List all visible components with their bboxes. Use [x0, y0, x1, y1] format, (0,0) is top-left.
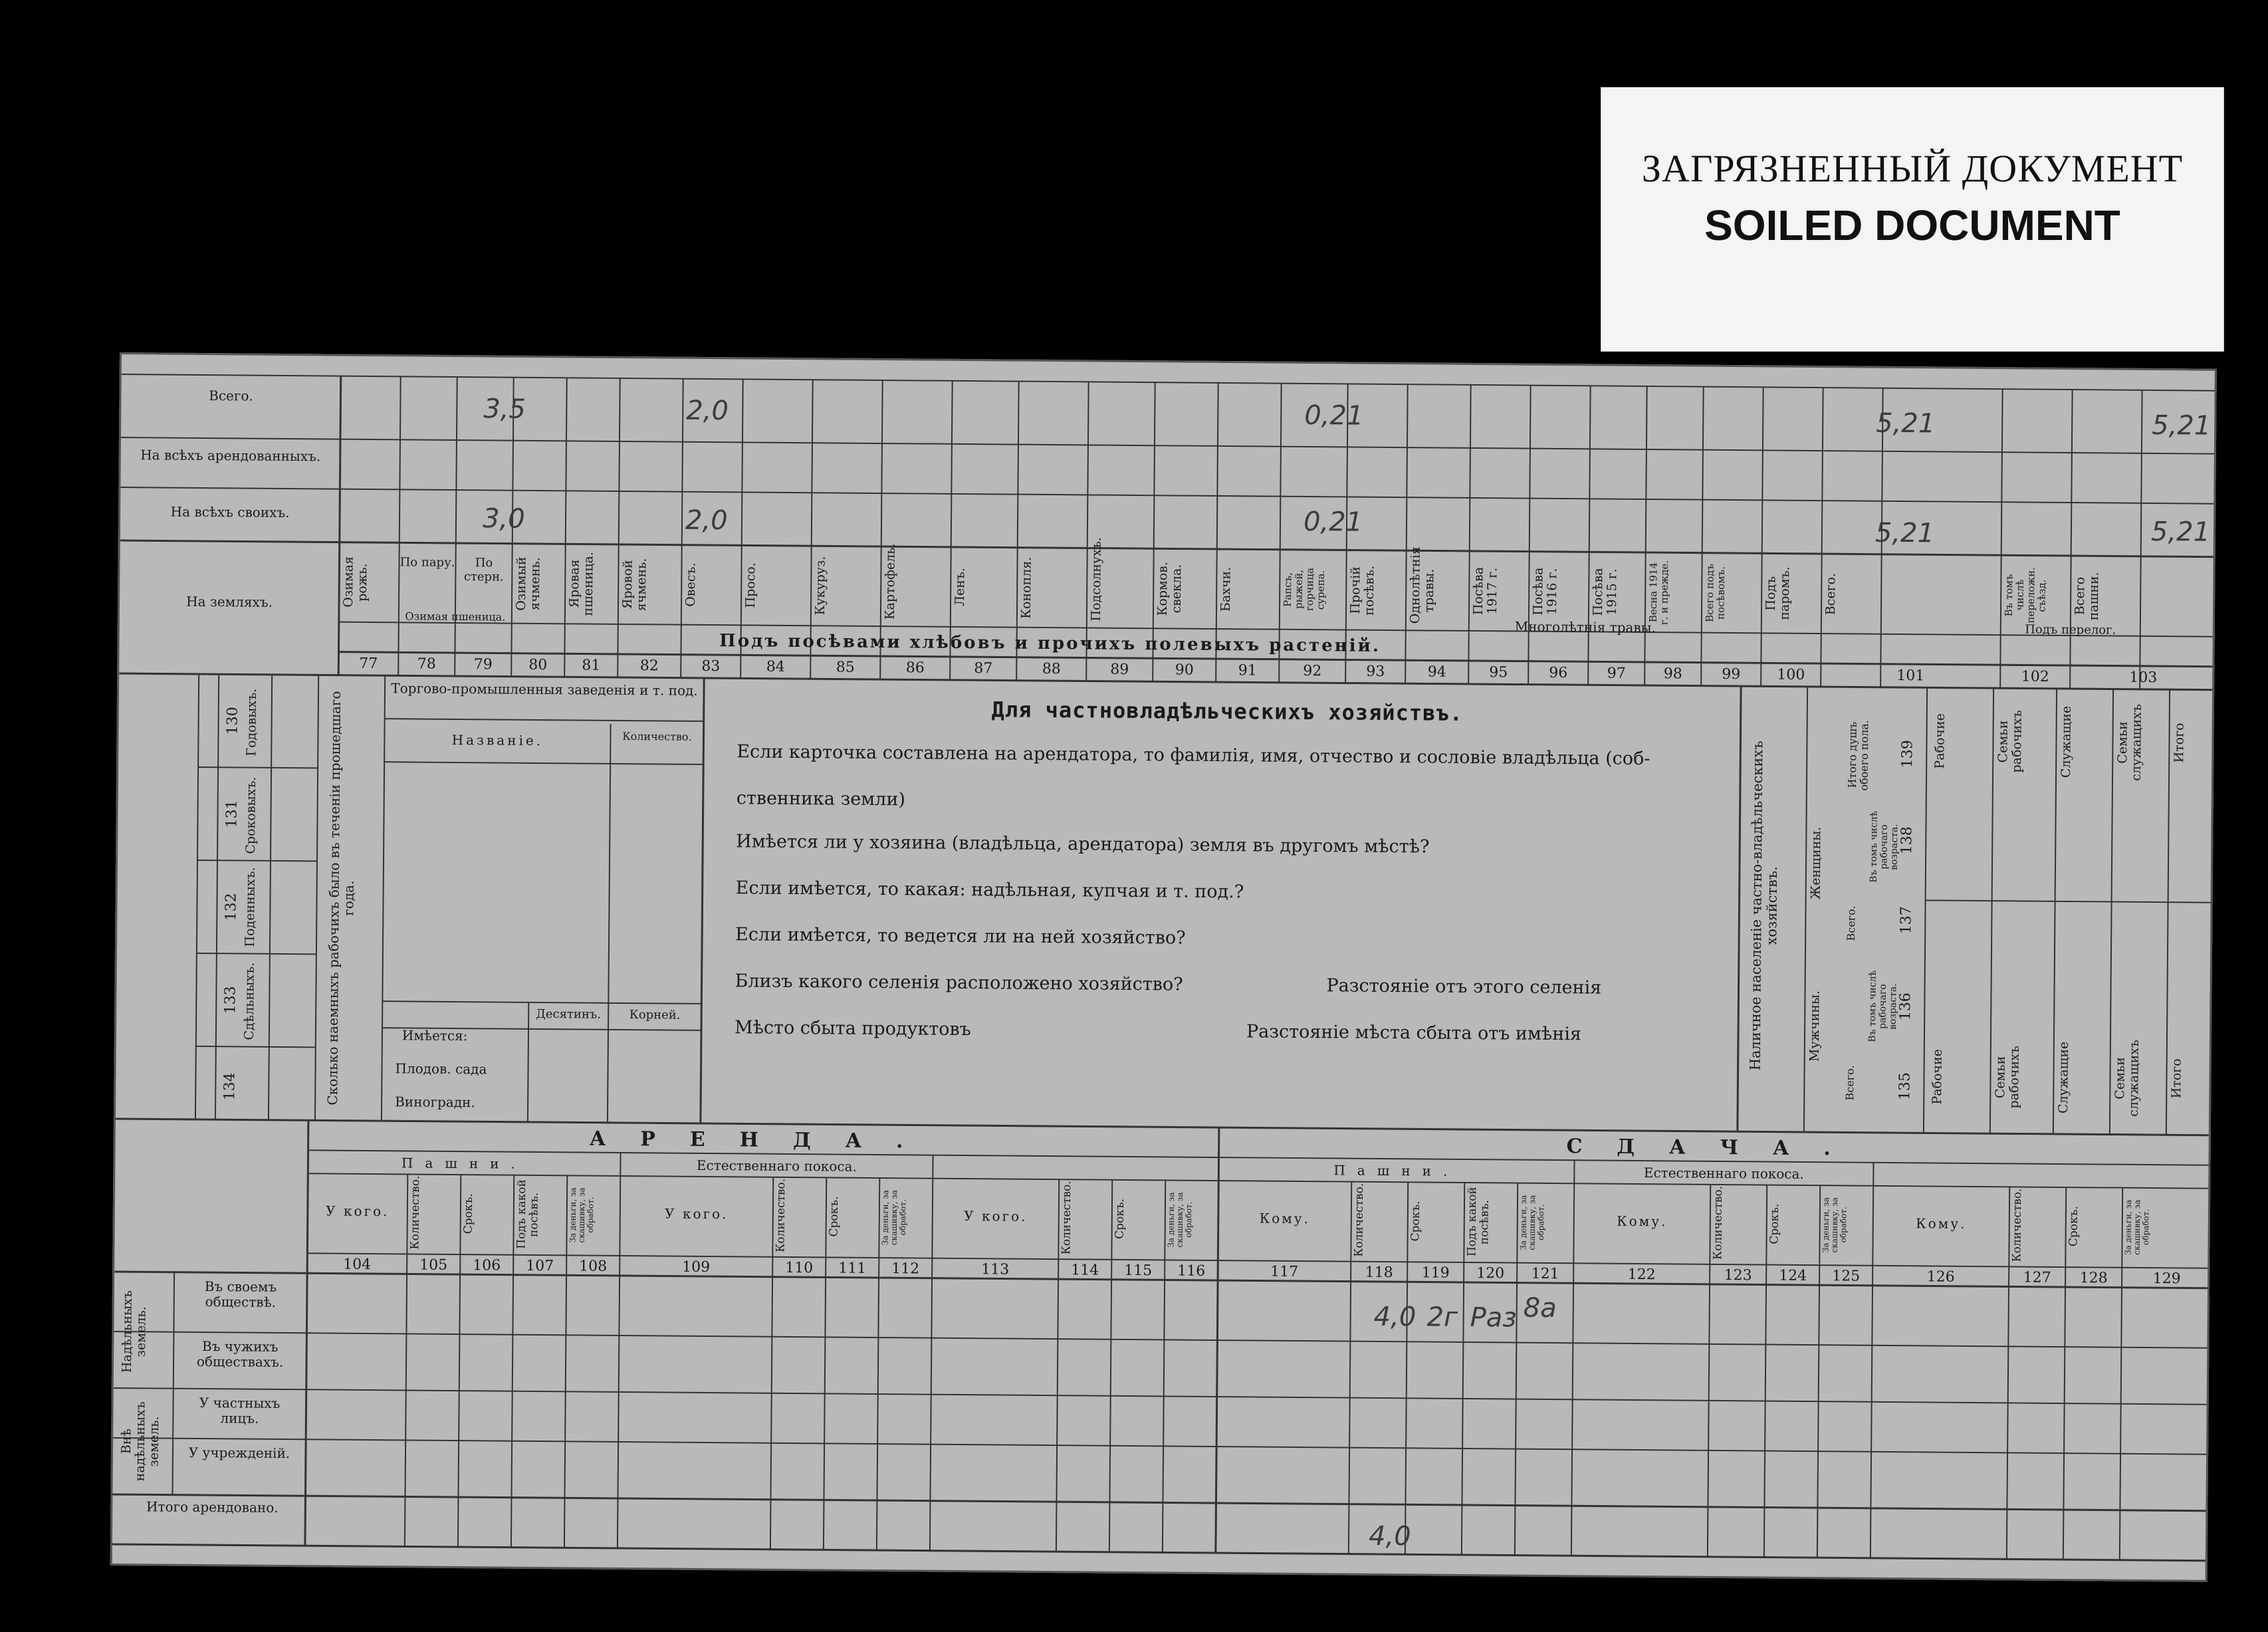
private-farms-box [707, 681, 1744, 1098]
crop-col-num-90: 90 [1175, 661, 1194, 679]
bottom-col-label-125: За деньги, за скашивку, за обработ. [1821, 1197, 1849, 1252]
pop-num-136: 136 [1897, 992, 1914, 1021]
crop-col-label-97: Посѣва 1915 г. [1590, 568, 1620, 616]
dessiatin-header: Десятинъ. [536, 1006, 602, 1022]
arenda-pokos: Естественнаго покоса. [696, 1157, 857, 1175]
crop-col-num-85: 85 [836, 659, 855, 676]
worker-num-130: 130 [224, 707, 241, 735]
row-leased-label: На всѣхъ арендованныхъ. [140, 447, 321, 465]
crop-col-label-100: Подъ паромъ. [1763, 566, 1793, 621]
has-label: Имѣется: [401, 1027, 468, 1044]
stamp-english: SOILED DOCUMENT [1704, 201, 2120, 249]
crop-col-label-94: Однолѣтнія травы. [1407, 546, 1437, 624]
bottom-col-label-109: У кого. [665, 1205, 729, 1223]
hw-total-82: 2,0 [686, 395, 729, 427]
women-label: Женщины. [1808, 826, 1824, 899]
row-institutions: У учрежденій. [188, 1444, 290, 1462]
bottom-col-label-104: У кого. [326, 1203, 390, 1220]
orchards-label: Плодов. сада [395, 1060, 487, 1078]
cat-employee-families-bottom: Семьи служащихъ [2112, 1039, 2142, 1117]
question-village-distance: Разстояніе отъ этого селенія [1326, 975, 1602, 998]
crop-col-label-95: Посѣва 1917 г. [1470, 566, 1500, 616]
crop-col-num-102: 102 [2021, 668, 2049, 685]
arenda-pashni: Пашни. [401, 1155, 528, 1172]
crop-col-num-98: 98 [1663, 665, 1682, 683]
bottom-col-num-116: 116 [1177, 1262, 1206, 1280]
crop-col-label-77: Озимая рожь. [340, 556, 370, 608]
bottom-col-label-108: За деньги, за скашивку, за обработ. [568, 1187, 596, 1243]
bottom-col-label-121: За деньги, за скашивку, за обработ. [1518, 1195, 1546, 1250]
crop-col-num-93: 93 [1366, 663, 1385, 680]
cat-worker-families-top: Семьи рабочихъ [1995, 710, 2025, 773]
bottom-col-label-122: Кому. [1617, 1213, 1668, 1230]
census-form-sheet [110, 352, 2217, 1582]
hw-own-103: 5,21 [2150, 517, 2211, 548]
bottom-col-label-120: Подъ какой посѣвъ. [1465, 1187, 1492, 1257]
stamp-russian: ЗАГРЯЗНЕННЫЙ ДОКУМЕНТ [1641, 147, 2184, 190]
bottom-col-label-115: Срокъ. [1113, 1199, 1127, 1240]
question-other-land: Имѣется ли у хозяина (владѣльца, арендатора) земля въ другомъ мѣстѣ? [736, 831, 1430, 858]
crop-col-num-86: 86 [905, 659, 925, 677]
worker-num-133: 133 [222, 986, 239, 1014]
crop-col-label-90: Кормов. свекла. [1155, 561, 1185, 616]
bottom-col-num-120: 120 [1476, 1265, 1505, 1282]
trade-title: Торгово-промышленныя заведенія и т. под. [391, 680, 698, 699]
hw-total-103: 5,21 [2152, 410, 2211, 441]
total-both-sexes: Итого душъ обоего пола. [1845, 719, 1871, 791]
row-lands-label: На земляхъ. [186, 593, 273, 610]
bottom-col-num-117: 117 [1270, 1263, 1299, 1280]
bottom-col-num-104: 104 [343, 1256, 372, 1274]
crop-col-num-83: 83 [701, 657, 721, 675]
crop-col-num-77: 77 [359, 655, 378, 673]
bottom-col-num-106: 106 [473, 1257, 501, 1274]
crop-col-label-85: Кукуруз. [812, 556, 828, 616]
hw-own-91: 0,21 [1303, 506, 1363, 538]
bottom-col-label-107: Подъ какой посѣвъ. [514, 1179, 541, 1250]
crop-col-num-89: 89 [1110, 661, 1129, 678]
winter-wheat-group: Озимая пшеница. [405, 610, 506, 624]
vineyards-label: Виноградн. [395, 1094, 475, 1111]
row-own-society: Въ своемъ обществѣ. [204, 1278, 277, 1310]
question-village: Близъ какого селенія расположено хозяйство? [735, 971, 1183, 995]
crop-col-num-94: 94 [1427, 663, 1446, 681]
question-market: Мѣсто сбыта продуктовъ [734, 1017, 971, 1040]
bottom-col-label-105: Количество. [408, 1175, 423, 1250]
hw-own-77: 3,0 [482, 503, 525, 534]
bottom-col-num-111: 111 [838, 1260, 867, 1277]
crop-col-label-102: Въ томъ числѣ переложн. съѣзд. [2002, 567, 2048, 624]
hw-total-99: 5,21 [1876, 408, 1936, 439]
trade-qty-header: Количество. [622, 729, 692, 743]
question-owner: Если карточка составлена на арендатора, то фамилія, имя, отчество и сословіе владѣльца (соб- [737, 741, 1650, 770]
nadel-label: Надѣльныхъ земель. [119, 1290, 149, 1373]
hw-total-77: 3,5 [483, 394, 526, 425]
roots-header: Корней. [629, 1008, 681, 1022]
crop-col-label-81: Яровая пшеница. [566, 552, 596, 616]
crop-col-label-80: Озимый ячмень. [513, 556, 543, 611]
worker-num-134: 134 [221, 1072, 239, 1101]
crop-col-label-86: Картофель. [882, 543, 898, 620]
bottom-col-num-127: 127 [2023, 1269, 2051, 1286]
bottom-col-label-106: Срокъ. [461, 1193, 476, 1234]
cat-worker-families-bottom: Семьи рабочихъ [1993, 1046, 2022, 1109]
bottom-col-num-124: 124 [1779, 1267, 1807, 1284]
bottom-col-num-129: 129 [2152, 1270, 2181, 1288]
crop-col-label-88: Конопля. [1018, 556, 1034, 619]
pop-num-139: 139 [1899, 740, 1916, 768]
crop-col-num-84: 84 [766, 658, 785, 675]
crop-col-num-79: 79 [473, 656, 493, 673]
row-private-persons: У частныхъ лицъ. [199, 1394, 281, 1427]
worker-num-132: 132 [223, 893, 240, 921]
bottom-col-num-118: 118 [1365, 1264, 1393, 1282]
crop-col-label-78: По пару. [399, 555, 455, 570]
hired-workers-question: Сколько наемныхъ рабочихъ было въ теченіи прошедшаго года. [324, 690, 357, 1106]
crop-col-num-80: 80 [528, 656, 548, 674]
bottom-col-label-128: Срокъ. [2067, 1206, 2081, 1247]
bottom-col-num-126: 126 [1926, 1268, 1955, 1286]
crop-col-num-96: 96 [1549, 664, 1568, 682]
bottom-col-label-110: Количество. [774, 1178, 788, 1252]
bottom-col-label-111: Срокъ. [827, 1196, 842, 1238]
soiled-document-stamp [1601, 87, 2224, 352]
perennial-group: Многолѣтнія травы. [1514, 618, 1656, 636]
bottom-col-label-129: За деньги, за скашивку, за обработ. [2123, 1199, 2151, 1255]
question-market-distance: Разстояніе мѣста сбыта отъ имѣнія [1246, 1021, 1582, 1045]
crop-col-num-101: 101 [1896, 667, 1925, 685]
sdacha-title: СДАЧА. [1566, 1135, 1865, 1161]
worker-label-term: Сроковыхъ. [243, 776, 259, 854]
men-label: Мужчины. [1807, 990, 1823, 1062]
worker-num-131: 131 [223, 800, 241, 828]
crop-col-num-78: 78 [417, 655, 436, 673]
bottom-col-label-113: У кого. [964, 1208, 1028, 1224]
bottom-col-label-126: Кому. [1916, 1215, 1967, 1232]
crop-col-num-91: 91 [1238, 662, 1257, 679]
bottom-col-label-124: Срокъ. [1767, 1204, 1782, 1245]
cat-employees-top: Служащие [2059, 705, 2074, 778]
crop-col-num-95: 95 [1489, 664, 1508, 681]
under-crops-group: Подъ посѣвами хлѣбовъ и прочихъ полевыхъ растеній. [719, 631, 1381, 656]
hw-row1-qty: 4,0 [1373, 1301, 1417, 1333]
bottom-col-num-108: 108 [579, 1258, 608, 1275]
worker-label-annual: Годовыхъ. [244, 689, 260, 757]
bottom-col-num-107: 107 [526, 1257, 554, 1275]
crop-col-num-92: 92 [1303, 662, 1322, 680]
crop-col-num-82: 82 [639, 657, 659, 675]
bottom-col-num-122: 122 [1627, 1266, 1656, 1284]
crop-col-num-99: 99 [1722, 665, 1741, 683]
cat-employee-families-top: Семьи служащихъ [2115, 703, 2144, 781]
row-total-leased: Итого арендовано. [146, 1498, 279, 1516]
bottom-col-num-115: 115 [1124, 1262, 1153, 1280]
men-working-age: Въ томъ числѣ рабочаго возраста. [1867, 970, 1899, 1042]
crop-col-num-100: 100 [1777, 666, 1805, 683]
crop-col-num-88: 88 [1042, 660, 1061, 678]
hw-row1-pay: 8а [1523, 1292, 1557, 1324]
men-all-label: Всего. [1843, 1064, 1857, 1101]
crop-col-label-83: Овесъ. [683, 562, 699, 608]
pop-num-138: 138 [1898, 826, 1916, 855]
crop-col-label-79: По стерн. [463, 556, 504, 584]
worker-label-piece: Сдѣльныхъ. [241, 962, 257, 1040]
crop-col-label-91: Бахчи. [1218, 566, 1234, 612]
bottom-col-label-123: Количество. [1711, 1185, 1726, 1260]
crop-col-num-103: 103 [2129, 669, 2158, 687]
crop-col-num-97: 97 [1607, 665, 1626, 682]
vne-nadel-label: Внѣ надѣльныхъ земель. [118, 1401, 162, 1482]
hw-total-qty: 4,0 [1368, 1520, 1411, 1552]
hw-own-99: 5,21 [1874, 517, 1935, 549]
sdacha-pokos: Естественнаго покоса. [1643, 1165, 1804, 1182]
cat-total-top: Итого [2172, 723, 2187, 763]
bottom-col-label-116: За деньги, за скашивку, за обработ. [1166, 1191, 1194, 1248]
fallow-group: Подъ перелог. [2025, 622, 2116, 638]
sdacha-pashni: Пашни. [1333, 1162, 1460, 1179]
crop-col-label-99: Всего подъ посѣвомъ. [1703, 563, 1728, 622]
population-title: Наличное населеніе частно-владѣльческихъ хозяйствъ. [1747, 741, 1781, 1071]
cat-workers-top: Рабочие [1932, 713, 1948, 769]
bottom-col-num-105: 105 [419, 1256, 448, 1274]
row-own-label: На всѣхъ своихъ. [170, 503, 290, 521]
bottom-col-num-110: 110 [785, 1259, 814, 1277]
bottom-col-label-114: Количество. [1060, 1181, 1074, 1255]
bottom-col-num-123: 123 [1724, 1266, 1752, 1284]
worker-label-daily: Поденныхъ. [242, 867, 258, 947]
bottom-col-num-121: 121 [1531, 1265, 1559, 1283]
bottom-col-label-118: Количество. [1352, 1183, 1367, 1257]
bottom-col-num-114: 114 [1071, 1262, 1099, 1279]
crop-col-label-98: Весна 1914 г. и прежде. [1646, 560, 1671, 626]
row-total-label: Всего. [209, 388, 253, 404]
bottom-col-label-117: Кому. [1259, 1210, 1311, 1227]
crop-col-label-82: Яровой ячмень. [620, 558, 649, 612]
question-farming: Если имѣется, то ведется ли на ней хозяйство? [735, 924, 1186, 949]
crop-col-label-93: Прочій посѣвъ. [1347, 565, 1377, 616]
hw-own-82: 2,0 [685, 505, 728, 536]
crop-col-label-87: Ленъ. [953, 567, 968, 606]
bottom-col-num-112: 112 [891, 1260, 920, 1278]
bottom-col-num-125: 125 [1832, 1268, 1861, 1285]
bottom-col-num-128: 128 [2079, 1270, 2108, 1287]
crop-col-label-96: Посѣва 1916 г. [1530, 567, 1560, 616]
crop-col-label-92: Рапсъ, рыжей, горчица сурепа. [1282, 568, 1327, 612]
crop-col-label-101: Всего. [1823, 572, 1839, 615]
cat-total-bottom: Итого [2169, 1058, 2184, 1099]
cat-employees-bottom: Служащие [2056, 1041, 2071, 1114]
crop-col-num-81: 81 [582, 657, 601, 674]
question-owner-cont: ственника земли) [736, 788, 906, 810]
question-land-type: Если имѣется, то какая: надѣльная, купчая и т. под.? [735, 877, 1244, 903]
hw-row1-crop: Раз [1470, 1302, 1517, 1334]
bottom-col-num-113: 113 [981, 1261, 1010, 1278]
women-all-label: Всего. [1845, 905, 1858, 941]
pop-num-135: 135 [1896, 1072, 1914, 1101]
crop-col-label-103: Всего пашни. [2072, 571, 2102, 620]
crop-col-label-84: Просо. [743, 562, 758, 608]
bottom-col-num-119: 119 [1421, 1264, 1450, 1282]
bottom-col-label-119: Срокъ. [1409, 1201, 1423, 1242]
women-working-age: Въ томъ числѣ рабочаго возраста. [1868, 810, 1900, 883]
hw-row1-term: 2г [1426, 1302, 1458, 1333]
bottom-col-label-112: За деньги, за скашивку, за обработ. [880, 1189, 908, 1245]
crop-col-num-87: 87 [974, 660, 993, 677]
row-other-societies: Въ чужихъ обществахъ. [196, 1338, 284, 1370]
private-farms-title: Для частновладѣльческихъ хозяйствъ. [991, 697, 1464, 726]
hw-total-91: 0,21 [1304, 400, 1364, 431]
arenda-title: АРЕНДА. [589, 1127, 938, 1153]
trade-name-header: Названіе. [451, 731, 544, 749]
bottom-col-label-127: Количество. [2010, 1188, 2025, 1262]
cat-workers-bottom: Рабочие [1930, 1048, 1945, 1105]
pop-num-137: 137 [1898, 906, 1915, 935]
bottom-col-num-109: 109 [682, 1258, 711, 1276]
crop-col-label-89: Подсолнухъ. [1088, 536, 1104, 622]
